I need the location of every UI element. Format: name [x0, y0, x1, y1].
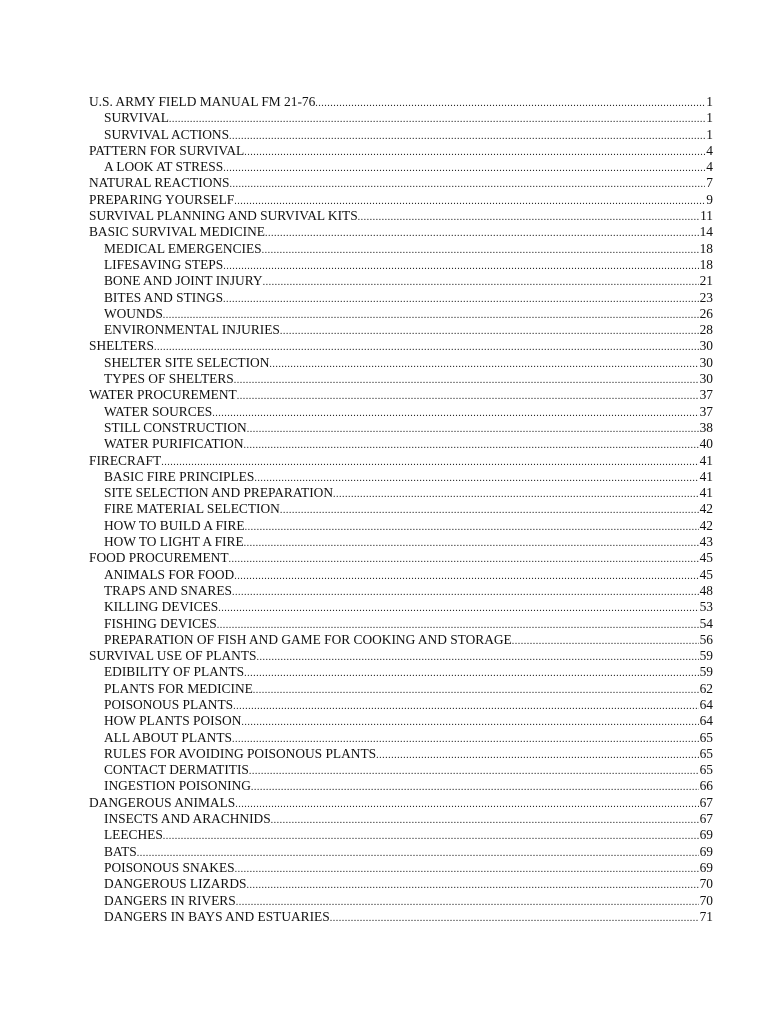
- toc-entry[interactable]: [89, 534, 713, 550]
- toc-dot-leader: [237, 389, 699, 403]
- toc-entry-page-number: 14: [699, 224, 713, 240]
- toc-entry-page-number: 70: [699, 876, 713, 892]
- toc-entry-page-number: 56: [699, 631, 713, 647]
- toc-entry-page-number: 37: [699, 387, 713, 403]
- toc-entry-page-number: 37: [699, 403, 713, 419]
- toc-dot-leader: [244, 666, 699, 680]
- toc-entry-title: CONTACT DERMATITIS: [104, 762, 249, 778]
- toc-dot-leader: [154, 340, 699, 354]
- toc-entry[interactable]: [89, 485, 713, 501]
- toc-entry[interactable]: [89, 909, 713, 925]
- toc-entry-title: HOW PLANTS POISON: [104, 713, 242, 729]
- toc-entry[interactable]: [89, 664, 713, 680]
- toc-entry[interactable]: [89, 290, 713, 306]
- toc-dot-leader: [232, 585, 699, 599]
- toc-dot-leader: [241, 715, 698, 729]
- toc-entry[interactable]: [89, 697, 713, 713]
- toc-entry[interactable]: [89, 550, 713, 566]
- toc-entry-page-number: 48: [699, 582, 713, 598]
- toc-entry-title: WATER SOURCES: [104, 403, 213, 419]
- toc-entry-title: STILL CONSTRUCTION: [104, 419, 247, 435]
- toc-entry-page-number: 11: [700, 208, 713, 224]
- toc-entry[interactable]: [89, 893, 713, 909]
- toc-entry-title: A LOOK AT STRESS: [104, 159, 224, 175]
- toc-entry-title: PLANTS FOR MEDICINE: [104, 680, 253, 696]
- toc-dot-leader: [232, 732, 699, 746]
- toc-entry-title: PATTERN FOR SURVIVAL: [89, 142, 245, 158]
- toc-entry-page-number: 1: [706, 126, 713, 142]
- toc-entry-page-number: 1: [706, 110, 713, 126]
- toc-entry-page-number: 21: [699, 273, 713, 289]
- toc-entry-title: TRAPS AND SNARES: [104, 582, 232, 598]
- toc-dot-leader: [251, 780, 699, 794]
- toc-entry[interactable]: [89, 746, 713, 762]
- toc-entry-page-number: 45: [699, 566, 713, 582]
- toc-entry-title: SURVIVAL PLANNING AND SURVIVAL KITS: [89, 208, 358, 224]
- toc-entry-page-number: 41: [699, 452, 713, 468]
- toc-entry-title: FISHING DEVICES: [104, 615, 217, 631]
- toc-entry[interactable]: [89, 355, 713, 371]
- toc-dot-leader: [223, 259, 698, 273]
- toc-entry-title: SURVIVAL ACTIONS: [104, 126, 230, 142]
- toc-entry-page-number: 41: [699, 468, 713, 484]
- toc-entry-title: NATURAL REACTIONS: [89, 175, 230, 191]
- toc-dot-leader: [253, 683, 699, 697]
- toc-entry[interactable]: [89, 127, 713, 143]
- toc-entry-page-number: 70: [699, 892, 713, 908]
- toc-entry-page-number: 30: [699, 371, 713, 387]
- toc-dot-leader: [271, 813, 699, 827]
- toc-dot-leader: [223, 161, 705, 175]
- toc-entry[interactable]: [89, 306, 713, 322]
- toc-entry-title: RULES FOR AVOIDING POISONOUS PLANTS: [104, 745, 377, 761]
- toc-entry-title: BASIC SURVIVAL MEDICINE: [89, 224, 265, 240]
- toc-dot-leader: [263, 275, 699, 289]
- toc-entry-page-number: 1: [706, 94, 713, 109]
- toc-entry-title: SHELTER SITE SELECTION: [104, 354, 270, 370]
- toc-entry[interactable]: [89, 94, 713, 110]
- toc-entry-title: WATER PROCUREMENT: [89, 387, 237, 403]
- toc-dot-leader: [280, 503, 699, 517]
- toc-entry-page-number: 30: [699, 354, 713, 370]
- toc-entry[interactable]: [89, 730, 713, 746]
- toc-dot-leader: [233, 699, 699, 713]
- toc-entry-title: INGESTION POISONING: [104, 778, 251, 794]
- toc-entry-page-number: 67: [699, 811, 713, 827]
- toc-dot-leader: [137, 846, 699, 860]
- toc-entry-title: U.S. ARMY FIELD MANUAL FM 21-76: [89, 94, 316, 109]
- toc-entry-page-number: 41: [699, 485, 713, 501]
- toc-entry[interactable]: [89, 208, 713, 224]
- toc-entry-page-number: 65: [699, 762, 713, 778]
- toc-dot-leader: [249, 764, 699, 778]
- toc-entry-title: DANGEROUS LIZARDS: [104, 876, 247, 892]
- toc-entry-page-number: 64: [699, 696, 713, 712]
- toc-entry-title: BATS: [104, 843, 137, 859]
- toc-dot-leader: [244, 536, 699, 550]
- toc-entry-page-number: 26: [699, 305, 713, 321]
- toc-dot-leader: [234, 194, 705, 208]
- toc-entry[interactable]: [89, 371, 713, 387]
- toc-entry-title: WOUNDS: [104, 305, 163, 321]
- toc-entry[interactable]: [89, 827, 713, 843]
- toc-dot-leader: [223, 292, 699, 306]
- toc-entry-page-number: 42: [699, 501, 713, 517]
- toc-entry[interactable]: [89, 241, 713, 257]
- toc-entry-page-number: 38: [699, 419, 713, 435]
- toc-dot-leader: [244, 438, 699, 452]
- toc-entry-title: SURVIVAL USE OF PLANTS: [89, 648, 257, 664]
- toc-entry-title: FOOD PROCUREMENT: [89, 550, 229, 566]
- toc-entry[interactable]: [89, 110, 713, 126]
- toc-entry[interactable]: [89, 273, 713, 289]
- toc-entry[interactable]: [89, 453, 713, 469]
- toc-entry[interactable]: [89, 844, 713, 860]
- toc-dot-leader: [244, 145, 705, 159]
- toc-entry-title: PREPARATION OF FISH AND GAME FOR COOKING AND STORAGE: [104, 631, 512, 647]
- toc-entry-page-number: 53: [699, 599, 713, 615]
- toc-dot-leader: [235, 862, 699, 876]
- toc-dot-leader: [247, 422, 699, 436]
- toc-entry-page-number: 54: [699, 615, 713, 631]
- toc-entry-page-number: 67: [699, 794, 713, 810]
- toc-entry-page-number: 23: [699, 289, 713, 305]
- toc-entry-page-number: 62: [699, 680, 713, 696]
- toc-entry-title: BASIC FIRE PRINCIPLES: [104, 468, 255, 484]
- toc-entry-page-number: 66: [699, 778, 713, 794]
- toc-entry-title: POISONOUS PLANTS: [104, 696, 234, 712]
- toc-entry-page-number: 30: [699, 338, 713, 354]
- toc-entry-title: EDIBILITY OF PLANTS: [104, 664, 245, 680]
- toc-entry-title: DANGERS IN RIVERS: [104, 892, 236, 908]
- toc-entry[interactable]: [89, 811, 713, 827]
- toc-entry[interactable]: [89, 795, 713, 811]
- toc-entry-title: WATER PURIFICATION: [104, 436, 244, 452]
- toc-dot-leader: [218, 601, 698, 615]
- toc-entry-page-number: 65: [699, 729, 713, 745]
- toc-entry[interactable]: [89, 876, 713, 892]
- toc-dot-leader: [161, 455, 698, 469]
- toc-dot-leader: [217, 618, 699, 632]
- toc-entry-title: SITE SELECTION AND PREPARATION: [104, 485, 334, 501]
- toc-dot-leader: [246, 878, 698, 892]
- toc-entry-title: FIRECRAFT: [89, 452, 162, 468]
- toc-entry[interactable]: [89, 648, 713, 664]
- toc-entry-title: DANGERS IN BAYS AND ESTUARIES: [104, 908, 330, 924]
- toc-dot-leader: [330, 911, 699, 925]
- toc-entry-page-number: 28: [699, 322, 713, 338]
- toc-entry[interactable]: [89, 599, 713, 615]
- toc-entry-page-number: 71: [699, 908, 713, 924]
- toc-entry-page-number: 69: [699, 859, 713, 875]
- toc-entry[interactable]: [89, 860, 713, 876]
- toc-entry-title: PREPARING YOURSELF: [89, 191, 235, 207]
- toc-entry-title: ALL ABOUT PLANTS: [104, 729, 232, 745]
- toc-entry-title: ENVIRONMENTAL INJURIES: [104, 322, 280, 338]
- toc-entry[interactable]: [89, 501, 713, 517]
- toc-entry[interactable]: [89, 681, 713, 697]
- toc-dot-leader: [265, 226, 699, 240]
- toc-entry-title: HOW TO LIGHT A FIRE: [104, 534, 244, 550]
- toc-dot-leader: [333, 487, 699, 501]
- toc-entry-page-number: 69: [699, 843, 713, 859]
- toc-dot-leader: [169, 112, 705, 126]
- toc-dot-leader: [358, 210, 699, 224]
- toc-entry-page-number: 43: [699, 534, 713, 550]
- toc-entry-page-number: 69: [699, 827, 713, 843]
- toc-dot-leader: [256, 650, 698, 664]
- toc-entry-page-number: 40: [699, 436, 713, 452]
- toc-dot-leader: [229, 177, 705, 191]
- toc-entry-title: DANGEROUS ANIMALS: [89, 794, 236, 810]
- toc-entry[interactable]: [89, 192, 713, 208]
- toc-entry-page-number: 45: [699, 550, 713, 566]
- toc-entry[interactable]: [89, 632, 713, 648]
- toc-entry[interactable]: [89, 143, 713, 159]
- toc-entry-title: BITES AND STINGS: [104, 289, 224, 305]
- toc-entry[interactable]: [89, 469, 713, 485]
- toc-entry-title: LIFESAVING STEPS: [104, 256, 224, 272]
- toc-entry-title: SURVIVAL: [104, 110, 169, 126]
- toc-dot-leader: [163, 308, 699, 322]
- toc-dot-leader: [234, 569, 698, 583]
- toc-entry-page-number: 4: [706, 159, 713, 175]
- toc-entry[interactable]: [89, 567, 713, 583]
- toc-entry-title: TYPES OF SHELTERS: [104, 371, 234, 387]
- toc-entry[interactable]: [89, 420, 713, 436]
- toc-entry-title: POISONOUS SNAKES: [104, 859, 235, 875]
- toc-dot-leader: [163, 829, 699, 843]
- toc-entry[interactable]: [89, 322, 713, 338]
- toc-entry-page-number: 59: [699, 664, 713, 680]
- toc-dot-leader: [229, 552, 699, 566]
- toc-entry[interactable]: [89, 762, 713, 778]
- toc-entry-page-number: 7: [706, 175, 713, 191]
- toc-dot-leader: [280, 324, 699, 338]
- toc-dot-leader: [512, 634, 699, 648]
- toc-entry-page-number: 42: [699, 517, 713, 533]
- toc-entry-title: HOW TO BUILD A FIRE: [104, 517, 245, 533]
- toc-entry-page-number: 4: [706, 142, 713, 158]
- toc-entry[interactable]: [89, 713, 713, 729]
- toc-entry-title: BONE AND JOINT INJURY: [104, 273, 263, 289]
- toc-entry[interactable]: [89, 175, 713, 191]
- toc-entry-title: MEDICAL EMERGENCIES: [104, 240, 262, 256]
- toc-entry-title: INSECTS AND ARACHNIDS: [104, 811, 271, 827]
- toc-dot-leader: [262, 243, 699, 257]
- toc-entry[interactable]: [89, 778, 713, 794]
- toc-entry[interactable]: [89, 159, 713, 175]
- toc-dot-leader: [236, 895, 699, 909]
- toc-dot-leader: [235, 797, 698, 811]
- toc-dot-leader: [376, 748, 699, 762]
- toc-dot-leader: [234, 373, 699, 387]
- toc-entry-title: SHELTERS: [89, 338, 154, 354]
- toc-entry-page-number: 65: [699, 745, 713, 761]
- toc-entry-page-number: 9: [706, 191, 713, 207]
- toc-entry[interactable]: [89, 224, 713, 240]
- toc-entry-page-number: 18: [699, 256, 713, 272]
- toc-entry[interactable]: [89, 257, 713, 273]
- toc-entry[interactable]: [89, 404, 713, 420]
- toc-entry-title: ANIMALS FOR FOOD: [104, 566, 235, 582]
- toc-entry[interactable]: [89, 583, 713, 599]
- toc-entry-title: FIRE MATERIAL SELECTION: [104, 501, 280, 517]
- toc-entry-page-number: 59: [699, 648, 713, 664]
- toc-entry-page-number: 18: [699, 240, 713, 256]
- toc-entry[interactable]: [89, 616, 713, 632]
- toc-entry[interactable]: [89, 387, 713, 403]
- toc-entry[interactable]: [89, 518, 713, 534]
- toc-entry-page-number: 64: [699, 713, 713, 729]
- table-of-contents: [89, 94, 713, 925]
- toc-dot-leader: [254, 471, 698, 485]
- toc-entry-title: KILLING DEVICES: [104, 599, 219, 615]
- toc-entry[interactable]: [89, 436, 713, 452]
- toc-entry-title: LEECHES: [104, 827, 163, 843]
- toc-entry[interactable]: [89, 338, 713, 354]
- toc-dot-leader: [245, 520, 699, 534]
- toc-dot-leader: [229, 129, 705, 143]
- toc-dot-leader: [315, 96, 705, 110]
- toc-dot-leader: [269, 357, 698, 371]
- toc-dot-leader: [212, 406, 698, 420]
